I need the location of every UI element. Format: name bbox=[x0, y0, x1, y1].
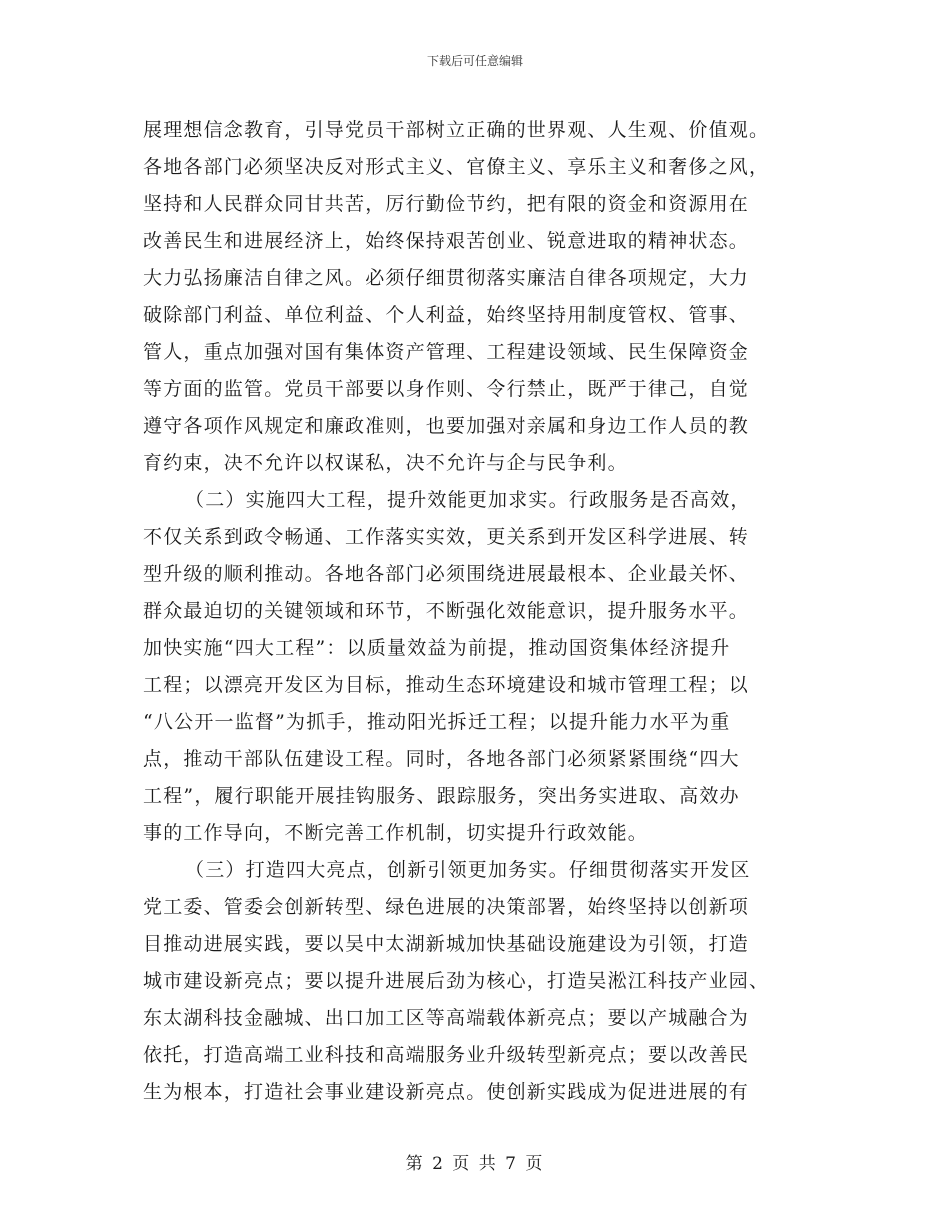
text-line: “八公开一监督”为抓手，推动阳光拆迁工程；以提升能力水平为重 bbox=[143, 711, 731, 733]
text-line: 型升级的顺利推动。各地各部门必须围绕进展最根本、企业最关怀、 bbox=[143, 563, 750, 585]
text-line: 事的工作导向，不断完善工作机制，切实提升行政效能。 bbox=[143, 822, 649, 844]
section-heading-line: （三）打造四大亮点，创新引领更加务实。仔细贯彻落实开发区 bbox=[185, 859, 751, 881]
text-line: 管人，重点加强对国有集体资产管理、工程建设领域、民生保障资金 bbox=[143, 341, 750, 363]
text-line: 工程”，履行职能开展挂钩服务、跟踪服务，突出务实进取、高效办 bbox=[143, 785, 740, 807]
text-line: 工程；以漂亮开发区为目标，推动生态环境建设和城市管理工程；以 bbox=[143, 674, 750, 696]
text-line: 生为根本，打造社会事业建设新亮点。使创新实践成为促进进展的有 bbox=[143, 1081, 750, 1103]
text-line: 坚持和人民群众同甘共苦，厉行勤俭节约，把有限的资金和资源用在 bbox=[143, 193, 750, 215]
text-line: 依托，打造高端工业科技和高端服务业升级转型新亮点；要以改善民 bbox=[143, 1044, 750, 1066]
text-line: 各地各部门必须坚决反对形式主义、官僚主义、享乐主义和奢侈之风， bbox=[143, 156, 770, 178]
text-line: 改善民生和进展经济上，始终保持艰苦创业、锐意进取的精神状态。 bbox=[143, 230, 750, 252]
text-line: 破除部门利益、单位利益、个人利益，始终坚持用制度管权、管事、 bbox=[143, 304, 750, 326]
page-number-footer: 第 2 页 共 7 页 bbox=[405, 1154, 545, 1174]
text-line: 东太湖科技金融城、出口加工区等高端载体新亮点；要以产城融合为 bbox=[143, 1007, 750, 1029]
text-line: 展理想信念教育，引导党员干部树立正确的世界观、人生观、价值观。 bbox=[143, 119, 770, 141]
page-header: 下载后可任意编辑 bbox=[426, 54, 523, 68]
text-line: 群众最迫切的关键领域和环节，不断强化效能意识，提升服务水平。 bbox=[143, 600, 750, 622]
text-line: 不仅关系到政令畅通、工作落实实效，更关系到开发区科学进展、转 bbox=[143, 526, 750, 548]
section-heading-line: （二）实施四大工程，提升效能更加求实。行政服务是否高效， bbox=[185, 489, 751, 511]
text-line: 点，推动干部队伍建设工程。同时，各地各部门必须紧紧围绕“四大 bbox=[143, 748, 740, 770]
text-line: 等方面的监管。党员干部要以身作则、令行禁止，既严于律己，自觉 bbox=[143, 378, 750, 400]
text-line: 党工委、管委会创新转型、绿色进展的决策部署，始终坚持以创新项 bbox=[143, 896, 750, 918]
text-line: 城市建设新亮点；要以提升进展后劲为核心，打造吴淞江科技产业园、 bbox=[143, 970, 770, 992]
text-line: 大力弘扬廉洁自律之风。必须仔细贯彻落实廉洁自律各项规定，大力 bbox=[143, 267, 750, 289]
document-body bbox=[143, 112, 808, 1111]
text-line: 育约束，决不允许以权谋私，决不允许与企与民争利。 bbox=[143, 452, 628, 474]
text-line: 目推动进展实践，要以吴中太湖新城加快基础设施建设为引领，打造 bbox=[143, 933, 750, 955]
text-line: 遵守各项作风规定和廉政准则，也要加强对亲属和身边工作人员的教 bbox=[143, 415, 750, 437]
text-line: 加快实施“四大工程”：以质量效益为前提，推动国资集体经济提升 bbox=[143, 637, 731, 659]
